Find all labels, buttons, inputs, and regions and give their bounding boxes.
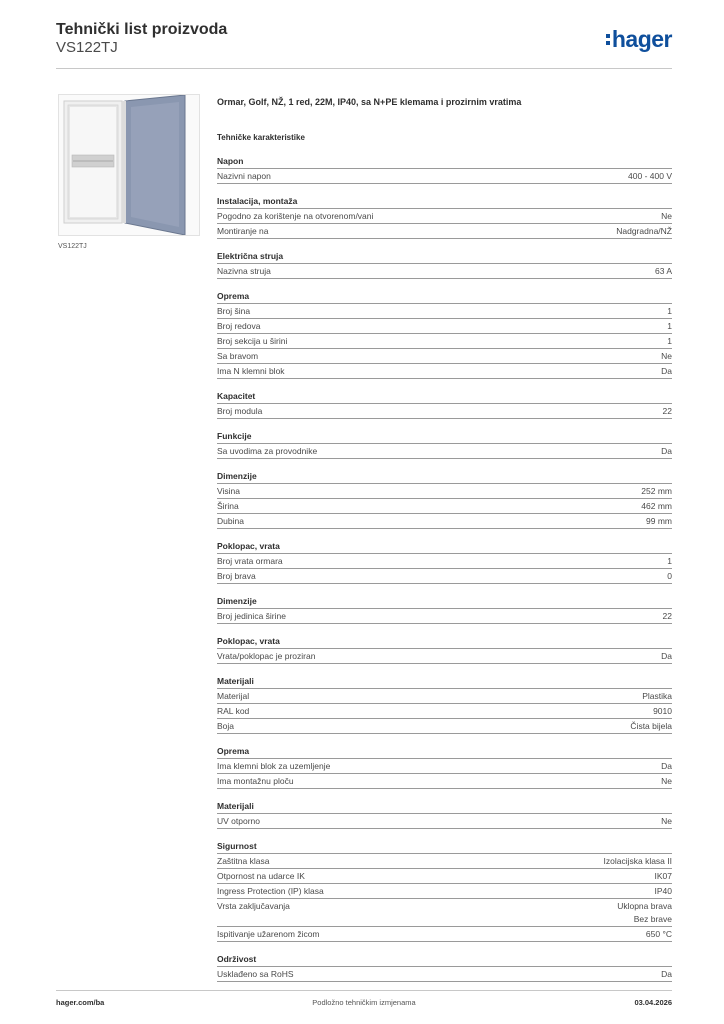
spec-group-title: Dimenzije <box>217 596 672 609</box>
spec-group <box>217 801 672 829</box>
spec-row <box>217 689 672 704</box>
spec-row <box>217 719 672 734</box>
spec-label: Vrsta zaključavanja <box>217 901 290 911</box>
enclosure-illustration <box>59 95 199 235</box>
spec-label: Broj redova <box>217 321 261 331</box>
spec-value: IP40 <box>654 886 672 896</box>
spec-row <box>217 774 672 789</box>
spec-group <box>217 676 672 734</box>
spec-label: Ima klemni blok za uzemljenje <box>217 761 331 771</box>
spec-row <box>217 814 672 829</box>
spec-value: 252 mm <box>641 486 672 496</box>
spec-label: RAL kod <box>217 706 250 716</box>
spec-value: Ne <box>661 351 672 361</box>
spec-row <box>217 884 672 899</box>
spec-label: Broj šina <box>217 306 251 316</box>
spec-value: Izolacijska klasa II <box>603 856 672 866</box>
spec-group-title: Poklopac, vrata <box>217 636 672 649</box>
spec-group-title: Kapacitet <box>217 391 672 404</box>
spec-value: Ne <box>661 211 672 221</box>
spec-label: Broj sekcija u širini <box>217 336 288 346</box>
spec-label: Ingress Protection (IP) klasa <box>217 886 324 896</box>
spec-row <box>217 899 672 927</box>
spec-value: Da <box>661 651 672 661</box>
spec-label: Materijal <box>217 691 250 701</box>
spec-row <box>217 349 672 364</box>
spec-row <box>217 169 672 184</box>
spec-value: Nadgradna/NŽ <box>616 226 672 236</box>
spec-value: Ne <box>661 816 672 826</box>
spec-group-title: Sigurnost <box>217 841 672 854</box>
spec-label: Širina <box>217 501 239 511</box>
spec-groups <box>217 156 672 982</box>
spec-value: Ne <box>661 776 672 786</box>
spec-group <box>217 471 672 529</box>
spec-row <box>217 444 672 459</box>
logo-colon-mark <box>606 34 610 45</box>
spec-group-title: Održivost <box>217 954 672 967</box>
page-footer <box>56 990 672 1015</box>
spec-label: Pogodno za korištenje na otvorenom/vani <box>217 211 374 221</box>
spec-label: Nazivni napon <box>217 171 271 181</box>
spec-value: Da <box>661 366 672 376</box>
spec-group <box>217 251 672 279</box>
spec-group-title: Materijali <box>217 676 672 689</box>
spec-group <box>217 291 672 379</box>
spec-value: 1 <box>667 556 672 566</box>
spec-value <box>617 900 672 926</box>
spec-value: Da <box>661 446 672 456</box>
page-header <box>56 20 672 69</box>
spec-group <box>217 841 672 942</box>
spec-row <box>217 484 672 499</box>
spec-group-title: Instalacija, montaža <box>217 196 672 209</box>
spec-row <box>217 334 672 349</box>
spec-value-line: Bez brave <box>633 914 672 924</box>
spec-group-title: Materijali <box>217 801 672 814</box>
spec-value: 462 mm <box>641 501 672 511</box>
spec-label: Broj vrata ormara <box>217 556 283 566</box>
spec-label: Boja <box>217 721 235 731</box>
spec-label: Ima montažnu ploču <box>217 776 294 786</box>
spec-group-title: Poklopac, vrata <box>217 541 672 554</box>
spec-group-title: Funkcije <box>217 431 672 444</box>
spec-label: Ispitivanje užarenom žicom <box>217 929 320 939</box>
spec-row <box>217 569 672 584</box>
spec-row <box>217 264 672 279</box>
spec-label: Broj modula <box>217 406 263 416</box>
spec-row <box>217 704 672 719</box>
spec-value: 22 <box>662 406 672 416</box>
spec-label: Otpornost na udarce IK <box>217 871 305 881</box>
spec-value: 22 <box>662 611 672 621</box>
spec-row <box>217 364 672 379</box>
spec-group <box>217 391 672 419</box>
spec-row <box>217 224 672 239</box>
spec-group-title: Napon <box>217 156 672 169</box>
spec-label: Dubina <box>217 516 244 526</box>
spec-group-title: Električna struja <box>217 251 672 264</box>
spec-group <box>217 746 672 789</box>
spec-label: Visina <box>217 486 240 496</box>
spec-label: Sa uvodima za provodnike <box>217 446 318 456</box>
spec-row <box>217 759 672 774</box>
spec-label: UV otporno <box>217 816 260 826</box>
specifications <box>217 97 672 982</box>
spec-group <box>217 431 672 459</box>
spec-row <box>217 304 672 319</box>
footer-date: 03.04.2026 <box>634 998 672 1007</box>
spec-row <box>217 209 672 224</box>
section-title: Tehničke karakteristike <box>217 133 305 142</box>
spec-group-title: Oprema <box>217 746 672 759</box>
spec-value: 1 <box>667 336 672 346</box>
spec-row <box>217 927 672 942</box>
spec-value: 99 mm <box>646 516 672 526</box>
spec-value: 400 - 400 V <box>628 171 672 181</box>
spec-row <box>217 649 672 664</box>
spec-group-title: Dimenzije <box>217 471 672 484</box>
spec-value: 1 <box>667 306 672 316</box>
spec-row <box>217 869 672 884</box>
spec-group <box>217 196 672 239</box>
spec-label: Usklađeno sa RoHS <box>217 969 294 979</box>
logo-text: hager <box>611 26 672 52</box>
spec-label: Montiranje na <box>217 226 269 236</box>
image-caption: VS122TJ <box>58 243 87 250</box>
spec-label: Ima N klemni blok <box>217 366 285 376</box>
spec-value: Da <box>661 761 672 771</box>
spec-value: 650 °C <box>645 929 672 939</box>
footer-notice: Podložno tehničkim izmjenama <box>312 998 416 1007</box>
spec-value: Plastika <box>642 691 672 701</box>
spec-value-line: Uklopna brava <box>617 901 672 911</box>
spec-row <box>217 319 672 334</box>
spec-value: 63 A <box>654 266 672 276</box>
footer-website[interactable]: hager.com/ba <box>56 998 105 1007</box>
spec-group <box>217 636 672 664</box>
product-code: VS122TJ <box>56 39 118 56</box>
spec-row <box>217 854 672 869</box>
spec-row <box>217 967 672 982</box>
spec-label: Nazivna struja <box>217 266 271 276</box>
spec-group <box>217 156 672 184</box>
spec-value: 1 <box>667 321 672 331</box>
spec-label: Sa bravom <box>217 351 259 361</box>
spec-label: Vrata/poklopac je proziran <box>217 651 316 661</box>
spec-row <box>217 609 672 624</box>
spec-group <box>217 541 672 584</box>
product-image <box>58 94 200 236</box>
spec-value: 9010 <box>653 706 672 716</box>
spec-label: Broj jedinica širine <box>217 611 286 621</box>
product-description: Ormar, Golf, NŽ, 1 red, 22M, IP40, sa N+PE klemama i prozirnim vratima <box>217 97 522 107</box>
document-title: Tehnički list proizvoda <box>56 21 228 38</box>
spec-row <box>217 404 672 419</box>
spec-group-title: Oprema <box>217 291 672 304</box>
spec-row <box>217 499 672 514</box>
spec-value: Da <box>661 969 672 979</box>
spec-value: 0 <box>667 571 672 581</box>
spec-row <box>217 554 672 569</box>
spec-label: Zaštitna klasa <box>217 856 270 866</box>
spec-row <box>217 514 672 529</box>
spec-value: Čista bijela <box>630 721 672 731</box>
spec-label: Broj brava <box>217 571 256 581</box>
spec-value: IK07 <box>654 871 672 881</box>
spec-group <box>217 596 672 624</box>
spec-group <box>217 954 672 982</box>
hager-logo <box>606 26 672 52</box>
